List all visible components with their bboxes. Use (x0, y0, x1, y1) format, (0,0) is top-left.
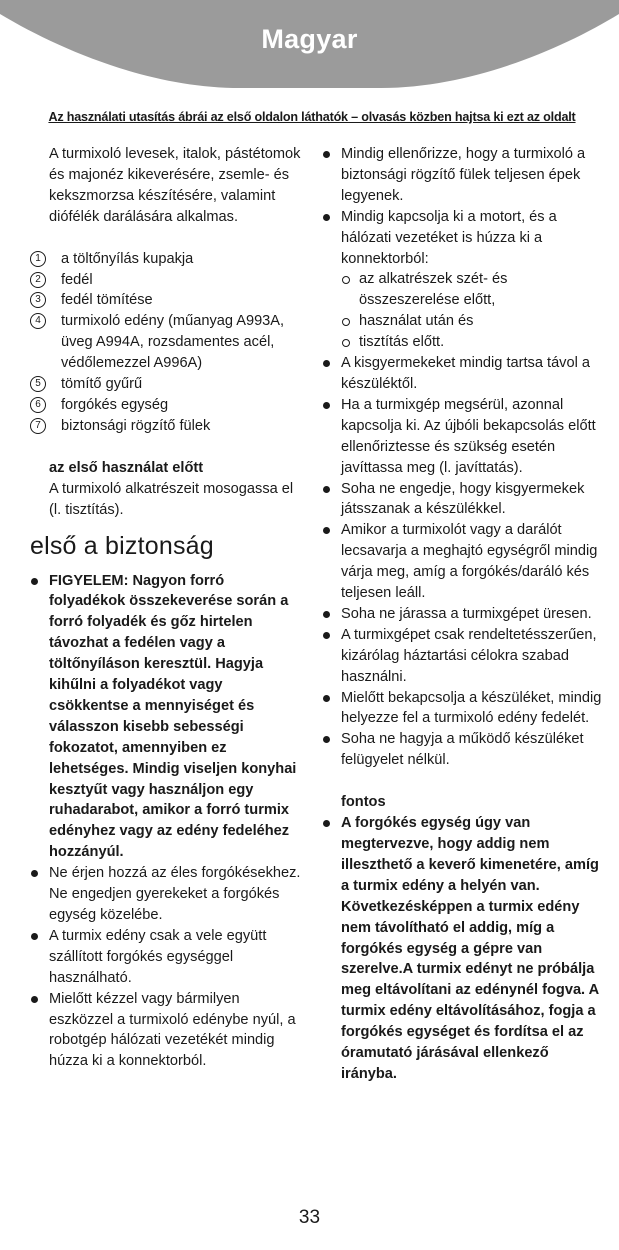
intro-paragraph: A turmixoló levesek, italok, pástétomok és majonéz kikeverésére, zsemle- és kekszmorzsa készítésére, valamint diófélék darálására alkalmas. (49, 146, 301, 225)
safety-item: Mindig ellenőrizze, hogy a turmixoló a biztonsági rögzítő fülek teljesen épek legyenek. (322, 144, 602, 207)
part-number-badge: 4 (30, 313, 46, 329)
first-use-text: A turmixoló alkatrészeit mosogassa el (l. tisztítás). (49, 480, 294, 518)
part-label: fedél tömítése (61, 292, 153, 309)
safety-item: A turmixgépet csak rendeltetésszerűen, kizárólag háztartási célokra szabad használni. (322, 625, 602, 688)
safety-item: Amikor a turmixolót vagy a darálót lecsavarja a meghajtó egységről mindig várja meg, amíg a forgókés/daráló kés teljesen leáll. (322, 520, 602, 604)
parts-list-item (30, 311, 302, 374)
safety-item: A kisgyermekeket mindig tartsa távol a készüléktől. (322, 353, 602, 395)
safety-item: Soha ne járassa a turmixgépet üresen. (322, 604, 602, 625)
parts-list-item (30, 374, 302, 395)
part-label: forgókés egység (61, 396, 169, 413)
page-number: 33 (298, 1207, 321, 1228)
safety-item: Mielőtt bekapcsolja a készüléket, mindig helyezze fel a turmixoló edény fedelét. (322, 688, 602, 730)
safety-item: Mielőtt kézzel vagy bármilyen eszközzel a turmixoló edénybe nyúl, a robotgép hálózati vezetékét mindig húzza ki a konnektorból. (30, 989, 302, 1073)
right-column (322, 144, 602, 1085)
parts-list-item (30, 290, 302, 311)
part-number-badge: 3 (30, 292, 46, 308)
safety-list (30, 571, 302, 1073)
sub-list-item: használat után és (341, 311, 602, 332)
part-label: tömítő gyűrű (61, 376, 143, 393)
parts-list-item (30, 416, 302, 437)
safety-warning-item: FIGYELEM: Nagyon forró folyadékok összekeverése során a forró folyadék és gőz hirtelen távozhat a fedélen vagy a töltőnyíláson keresztül. Hagyja kihűlni a folyadékot vagy csökkentse a mennyiséget és válasszon kisebb sebességi fokozatot, amennyiben ez lehetséges. Mindig viseljen konyhai kesztyűt vagy használjon egy ruhadarabot, amikor a forró turmix edényhez vagy az edény fedeléhez hozzányúl. (30, 571, 302, 864)
part-label: a töltőnyílás kupakja (61, 250, 194, 267)
sub-list-item: tisztítás előtt. (341, 332, 602, 353)
part-number-badge: 1 (30, 251, 46, 267)
safety-item: Soha ne hagyja a működő készüléket felügyelet nélkül. (322, 729, 602, 771)
fold-out-notice: Az használati utasítás ábrái az első oldalon láthatók – olvasás közben hajtsa ki ezt az oldalt (48, 110, 576, 124)
safety-item: Soha ne engedje, hogy kisgyermekek játsszanak a készülékkel. (322, 479, 602, 521)
first-use-heading: az első használat előtt (49, 459, 204, 476)
part-number-badge: 7 (30, 418, 46, 434)
safety-item: Ne érjen hozzá az éles forgókésekhez. Ne engedjen gyerekeket a forgókés egység közelébe. (30, 863, 302, 926)
part-label: turmixoló edény (műanyag A993A, üveg A994A, rozsdamentes acél, védőlemezzel A996A) (61, 313, 285, 372)
parts-list-item (30, 249, 302, 270)
sub-list (341, 269, 602, 353)
left-column (30, 144, 302, 1072)
safety-item: A turmix edény csak a vele együtt szállított forgókés egységgel használható. (30, 926, 302, 989)
important-list (322, 813, 602, 1085)
parts-list-item (30, 270, 302, 291)
parts-list-item (30, 395, 302, 416)
part-label: biztonsági rögzítő fülek (61, 417, 211, 434)
sub-list-item: az alkatrészek szét- és összeszerelése előtt, (341, 269, 602, 311)
language-title: Magyar (261, 24, 358, 54)
safety-item: Ha a turmixgép megsérül, azonnal kapcsolja ki. Az újbóli bekapcsolás előtt ellenőriztesse és szükség esetén javíttassa meg (l. javíttatás). (322, 395, 602, 479)
important-item: A forgókés egység úgy van megtervezve, hogy addig nem illeszthető a keverő kimenetére, amíg a turmix edény a helyén van. Következésképpen a turmix edény nem távolítható el addig, míg a forgókés egység a gépre van szerelve.A turmix edényt ne próbálja meg eltávolítani az edénynél fogva. A turmix edény eltávolításához, fogja a forgókés egységet és fordítsa el az óramutató járásával ellenkező irányba. (322, 813, 602, 1085)
safety-item (322, 207, 602, 353)
part-number-badge: 6 (30, 397, 46, 413)
part-label: fedél (61, 271, 93, 288)
part-number-badge: 5 (30, 376, 46, 392)
parts-list (30, 249, 302, 437)
safety-list-continued (322, 144, 602, 771)
safety-heading: első a biztonság (30, 531, 214, 560)
safety-item-text: Mindig kapcsolja ki a motort, és a hálózati vezetéket is húzza ki a konnektorból: (341, 208, 557, 267)
important-heading: fontos (341, 794, 386, 811)
part-number-badge: 2 (30, 272, 46, 288)
